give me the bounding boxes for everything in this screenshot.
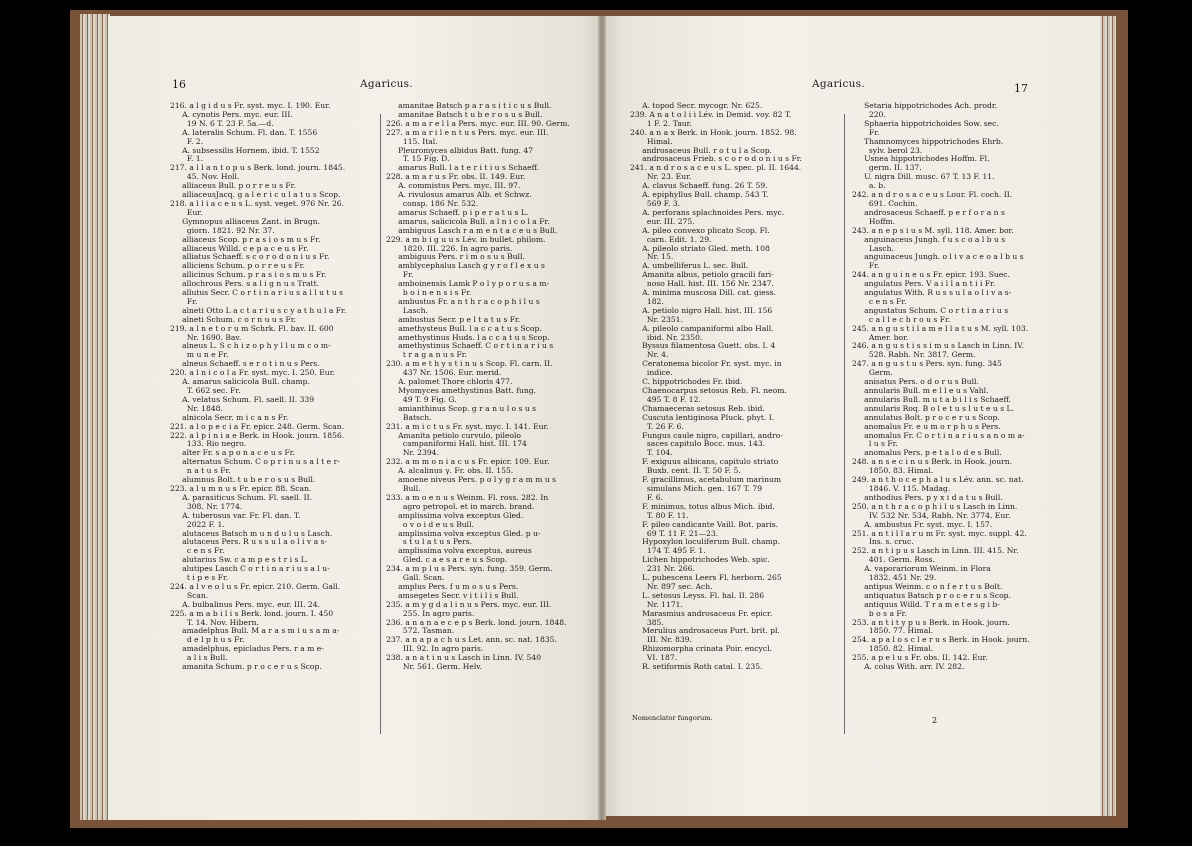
right-page-number: 17 [1014, 82, 1028, 95]
text-line: antiquatus Batsch p r o c e r u s Scop. [852, 590, 1011, 600]
text-line: androsaceus Schaeff. p e r f o r a n s [852, 207, 1005, 217]
text-line: Cuscuta lentiginosa Pluck. phyt. I. [630, 412, 775, 422]
text-line: A. bulbalinus Pers. myc. eur. III. 24. [170, 599, 320, 609]
text-line: 223. a l u m n u s Fr. epicr. 88. Scan. [170, 483, 312, 493]
text-line: C. hippotrichodes Fr. ibid. [630, 377, 743, 387]
text-line: giorn. 1821. 92 Nr. 37. [170, 225, 275, 235]
text-line: alneus L. S c h i z o p h y l l u m c o m- [170, 341, 331, 351]
text-line: 219. a l n e t o r u m Schrk. Fl. bav. II. 600 [170, 323, 334, 333]
text-line: III. 92. In agro paris. [386, 644, 484, 654]
text-line: T. 14. Nov. Hibern. [170, 617, 259, 627]
text-line: alneti Schum. c o r n u u s Fr. [170, 314, 296, 324]
left-running-head: Agaricus. [360, 78, 414, 90]
text-line: amanitae Batsch t u b e r o s u s Bull. [386, 109, 543, 119]
text-line: c e n s Fr. [852, 296, 907, 306]
text-line: 222. a l p i n i a e Berk. in Hook. journ. 1856. [170, 430, 345, 440]
text-line: 224. a l v e o l u s Fr. epicr. 210. Germ. Gall. [170, 581, 341, 591]
text-line: 49 T. 9 Fig. G. [386, 394, 457, 404]
text-line: alutipes Lasch C o r t i n a r i u s a l u- [170, 564, 330, 574]
text-line: noso Hall. hist. III. 156 Nr. 2347. [630, 279, 774, 289]
text-line: 218. a l l i a c e u s L. syst. veget. 976 Nr. 26. [170, 198, 345, 208]
text-line: amplissima volva exceptus Gled. [386, 510, 524, 520]
text-line: F. exiguus albicans, capitulo striato [630, 457, 779, 467]
text-line: Nr. 15. [630, 252, 674, 262]
text-line: 227. a m a r i l e n t u s Pers. myc. eur. III. [386, 127, 549, 137]
text-line: U. nigra Dill. musc. 67 T. 13 F. 11. [852, 172, 995, 182]
text-line: Fungus caule nigro, capillari, andro- [630, 430, 783, 440]
right-page [602, 16, 1100, 816]
text-line: angustatus Schum. C o r t i n a r i u s [852, 305, 1009, 315]
text-line: Hypoxylon loculiferum Bull. champ. [630, 537, 781, 547]
text-line: antipus Weinm. c o n f e r t u s Bolt. [852, 581, 1003, 591]
text-line: Byssus filamentosa Guett. obs. I. 4 [630, 341, 776, 351]
text-line: Setaria hippotrichodes Ach. prodr. [852, 101, 998, 110]
text-line: A. pileolo striato Gled. meth. 108 [630, 243, 770, 253]
text-line: alutaceus Batsch m u n d u l u s Lasch. [170, 528, 333, 538]
text-line: alter Fr. s a p o n a c e u s Fr. [170, 448, 295, 458]
text-line: Ins. s. cruc. [852, 537, 914, 547]
text-line: amanita Schum. p r o c e r u s Scop. [170, 662, 322, 672]
text-line: anisatus Pers. o d o r u s Bull. [852, 377, 979, 387]
text-line: A. pileo convexo plicato Scop. Fl. [630, 225, 770, 235]
text-line: allicinus Schum. p r a s i o s m u s Fr. [170, 270, 327, 280]
text-line: 255. In agro paris. [386, 608, 475, 618]
text-line: a l i s Bull. [170, 653, 228, 663]
text-line: m u n e Fr. [170, 350, 229, 360]
text-line: Thamnomyces hippotrichodes Ehrb. [852, 136, 1004, 146]
text-line: Fr. [852, 261, 880, 271]
text-line: A. amarus salicicola Bull. champ. [170, 377, 310, 387]
text-line: 254. a p a l o s c l e r u s Berk. in Hook. journ. [852, 635, 1030, 645]
text-line: Germ. [852, 368, 893, 378]
text-line: 45. Nov. Holl. [170, 172, 240, 182]
text-line: amianthinus Scop. g r a n u l o s u s [386, 403, 537, 413]
text-line: 1832. 451 Nr. 29. [852, 573, 937, 583]
text-line: alnicola Secr. m i c a n s Fr. [170, 412, 289, 422]
text-line: sylv. berol 23. [852, 145, 923, 155]
page-edges-right [1100, 16, 1116, 816]
signature-mark: 2 [932, 716, 938, 725]
text-line: germ. II. 137. [852, 163, 922, 173]
text-line: Nr. 897 sec. Ach. [630, 581, 713, 591]
text-line: T. 26 F. 6. [630, 421, 684, 431]
text-line: saces capitulo Bocc. mus. 143. [630, 439, 766, 449]
text-line: 1 F. 2. Taur. [630, 118, 692, 128]
text-line: Scan. [170, 590, 209, 600]
text-line: Merulius androsaceus Purt. brit. pl. [630, 626, 780, 636]
text-line: amarus Bull. l a t e r i t i u s Schaeff. [386, 163, 540, 173]
text-line: anomalus Fr. C o r t i n a r i u s a n o m a- [852, 430, 1025, 440]
text-line: 239. A n a t o l i i Lév. in Demid. voy. 82 T. [630, 109, 792, 119]
text-line: 401. Germ. Ross. [852, 555, 935, 565]
text-line: Amer. bor. [852, 332, 909, 342]
text-line: Gymnopus alliaceus Zant. in Brugn. [170, 216, 321, 226]
text-line: allutus Secr. C o r t i n a r i u s a l l u t u s [170, 288, 344, 298]
text-line: Batsch. [386, 412, 432, 422]
text-line: 243. a n e p s i u s M. syll. 118. Amer. bor. [852, 225, 1014, 235]
text-line: 249. a n t h o c e p h a l u s Lév. ann. sc. nat. [852, 475, 1024, 485]
text-line: A. epiphyllus Bull. champ. 543 T. [630, 190, 769, 200]
text-line: 174 T. 495 F. 1. [630, 546, 706, 556]
text-line: Gled. c a e s a r e u s Scop. [386, 555, 508, 565]
left-page-number: 16 [172, 78, 186, 91]
text-line: amsegetes Secr. v i t i l i s Bull. [386, 590, 519, 600]
text-line: 226. a m a r e l l a Pers. myc. eur. III. 90. Germ. [386, 118, 570, 128]
text-line: consp. 186 Nr. 532. [386, 198, 479, 208]
text-line: 308. Nr. 1774. [170, 501, 243, 511]
text-line: Lasch. [852, 243, 894, 253]
text-line: Amanita albus, petiolo gracili fari- [630, 270, 774, 280]
text-line: amarus, salicicola Bull. a l n i c o l a Fr. [386, 216, 550, 226]
text-line: alneus Schaeff. s e r o t i n u s Pers. [170, 359, 320, 369]
text-line: 242. a n d r o s a c e u s Lour. Fl. coch. II. [852, 190, 1013, 200]
text-line: Chaenocarpus setosus Reb. Fl. neom. [630, 386, 787, 395]
text-line: 228. a m a r u s Fr. obs. II. 149. Eur. [386, 172, 526, 182]
right-running-head: Agaricus. [812, 78, 866, 90]
text-line: alliciens Schum. p o r r e u s Fr. [170, 261, 305, 271]
text-line: 233. a m o e n u s Weinm. Fl. ross. 282. In [386, 492, 549, 502]
text-line: 251. a n t i l l a r u m Fr. syst. myc. suppl. 42. [852, 528, 1027, 538]
text-line: III. Nr. 839. [630, 635, 692, 645]
text-line: Nr. 561. Germ. Helv. [386, 662, 483, 672]
text-line: 220. a l n i c o l a Fr. syst. myc. I. 250. Eur. [170, 368, 335, 378]
text-line: Lasch. [386, 305, 428, 315]
text-line: A. palomet Thore chloris 477. [386, 377, 513, 387]
text-line: allochrous Pers. s a l i g n u s Tratt. [170, 279, 320, 289]
text-line: Nr. 1171. [630, 599, 683, 609]
text-line: alutaceus Pers. R u s s u l a o l i v a s- [170, 537, 327, 547]
text-line: T. 80 F. 11. [630, 510, 689, 520]
text-line: d e l p h u s Fr. [170, 635, 245, 645]
text-line: Myomyces amethystinus Batt. fung. [386, 386, 537, 395]
text-line: amboinensis Lamk P o l y p o r u s a m- [386, 279, 550, 289]
text-line: 250. a n t h r a c o p h i l u s Lasch in Linn. [852, 501, 1018, 511]
text-line: Nr. 1848. [170, 403, 223, 413]
text-line: Nr. 4. [630, 350, 669, 360]
text-line: 569 F. 3. [630, 198, 680, 208]
text-line: A. tuberosus var. Fr. Fl. dan. T. [170, 510, 301, 520]
text-line: alliaceus Willd. c e p a c e u s Fr. [170, 243, 309, 253]
page-edges-left [80, 14, 110, 820]
text-line: amethysteus Bull. l a c c a t u s Scop. [386, 323, 542, 333]
text-line: 133. Rio negro. [170, 439, 247, 449]
text-line: 236. a n a n a e c e p s Berk. lond. journ. 1848. [386, 617, 567, 627]
text-line: A. topod Secr. mycogr. Nr. 625. [630, 101, 763, 110]
text-line: 241. a n d r o s a c e u s L. spec. pl. II. 1644. [630, 163, 802, 173]
text-line: 231. a m i c t u s Fr. syst. myc. I. 141. Eur. [386, 421, 549, 431]
text-line: A. colus With. arr. IV. 282. [852, 662, 965, 672]
text-line: amethystinus Schaeff. C o r t i n a r i u s [386, 341, 554, 351]
text-line: F. minimus, totus albus Mich. ibid. [630, 501, 775, 511]
text-line: 235. a m y g d a l i n u s Pers. myc. eur. III. [386, 599, 552, 609]
text-line: t i p e s Fr. [170, 573, 229, 583]
text-line: angulatus Pers. V a i l l a n t i i Fr. [852, 279, 996, 289]
text-line: n a t u s Fr. [170, 466, 231, 476]
text-line: 528. Rabh. Nr. 3817. Germ. [852, 350, 976, 360]
text-line: A. commistus Pers. myc. III. 97. [386, 181, 521, 191]
text-line: 495 T. 8 F. 12. [630, 394, 701, 404]
text-line: 220. [852, 109, 886, 119]
text-line: t r a g a n u s Fr. [386, 350, 467, 360]
text-line: l u s Fr. [852, 439, 898, 449]
text-line: ambiguus Pers. r i m o s u s Bull. [386, 252, 525, 262]
text-line: alliaceusJacq. g a l e r i c u l a t u s Scop. [170, 190, 341, 200]
text-line: 182. [630, 296, 664, 306]
text-line: annularis Bull. m e l l e u s Vahl. [852, 386, 989, 395]
text-line: carn. Edit. 1. 29. [630, 234, 712, 244]
text-line: A. subsessilis Hornem. ibid. T. 1552 [170, 145, 320, 155]
text-line: 2022 F. 1. [170, 519, 225, 529]
text-line: amblycephalus Lasch g y r o f l e x u s [386, 261, 545, 271]
text-line: amadelphus, epicladus Pers. r a m e- [170, 644, 324, 654]
text-line: amplissima volva exceptus Gled. p u- [386, 528, 541, 538]
text-line: alneti Otto L a c t a r i u s c y a t h u l a Fr. [170, 305, 347, 315]
text-line: amadelphus Bull. M a r a s m i u s a m a- [170, 626, 340, 636]
text-line: 1846. V. 115. Madag. [852, 483, 951, 493]
text-line: ambiguus Lasch r a m e n t a c e u s Bull. [386, 225, 558, 235]
text-line: A. velatus Schum. Fl. saell. II. 339 [170, 394, 315, 404]
text-line: alutarius Sw. c a m p e s t r i s L. [170, 555, 309, 565]
text-line: A. cynotis Pers. myc. eur. III. [170, 109, 293, 119]
text-line: anthodius Pers. p y x i d a t u s Bull. [852, 492, 1003, 502]
text-line: annularis Bull. m u t a b i l i s Schaeff. [852, 394, 1012, 404]
text-line: androsaceus Bull. r o t u l a Scop. [630, 145, 772, 155]
text-line: L. setosus Leyss. Fl. hal. II. 286 [630, 590, 765, 600]
text-line: ibid. Nr. 2350. [630, 332, 703, 342]
text-line: 231 Nr. 266. [630, 564, 695, 574]
text-line: L. pubescens Leers Fl. herborn. 265 [630, 573, 782, 583]
text-line: A. petiolo nigro Hall. hist. III. 156 [630, 305, 773, 315]
text-line: o v o i d e u s Bull. [386, 519, 474, 529]
text-line: Ceratonema bicolor Fr. syst. myc. in [630, 359, 782, 369]
text-line: A. ambustus Fr. syst. myc. I. 157. [852, 519, 993, 529]
text-line: Lichen hippotrichodes Web. spic. [630, 555, 770, 565]
text-line: A. lateralis Schum. Fl. dan. T. 1556 [170, 127, 318, 137]
text-line: R. setiformis Roth catal. I. 235. [630, 662, 763, 672]
text-line: alliaceus Scop. p r a s i o s m u s Fr. [170, 234, 321, 244]
text-line: amplissima volva exceptus, aureus [386, 546, 532, 556]
text-line: annularis Roq. B o l e t u s l u t e u s L. [852, 403, 1014, 413]
text-line: 216. a l g i d u s Fr. syst. myc. I. 190. Eur. [170, 101, 331, 110]
text-line: 248. a n s e c i n u s Berk. in Hook. journ. [852, 457, 1013, 467]
column-divider [380, 114, 381, 734]
text-line: IV. 532 Nr. 534, Rabh. Nr. 3774. Eur. [852, 510, 1011, 520]
text-line: Chamaeceras setosus Reb. ibid. [630, 403, 765, 413]
text-line: anomalus Pers. p e t a l o d e s Bull. [852, 448, 1002, 458]
text-line: 244. a n g u i n e u s Fr. epicr. 193. Suec. [852, 270, 1010, 280]
text-line: Gall. Scan. [386, 573, 445, 583]
text-line: s t u l a t u s Pers. [386, 537, 473, 547]
text-line: b o i n e n s i s Fr. [386, 288, 472, 298]
text-line: T. 15 Fig. D. [386, 154, 450, 164]
text-line: indice. [630, 368, 673, 378]
text-line: A. rivulosus amarus Alb. et Schwz. [386, 190, 532, 200]
text-line: amoene niveus Pers. p o l y g r a m m u s [386, 475, 557, 485]
text-line: eur. III. 275. [630, 216, 695, 226]
text-line: alliaceus Bull. p o r r e u s Fr. [170, 181, 296, 191]
text-line: T. 104. [630, 448, 673, 458]
text-line: A. minima muscosa Dill. cat. giess. [630, 288, 776, 298]
text-line: alliatus Schaeff. s c o r o d o n i u s Fr. [170, 252, 330, 262]
text-line: ambustus Secr. p e l t a t u s Fr. [386, 314, 521, 324]
text-line: anguinaceus Jungh. o l i v a c e o a l b u s [852, 252, 1024, 262]
left-column-2 [386, 102, 570, 672]
text-line: Amanita petiolo curvulo, pileolo [386, 430, 521, 440]
text-line: Fr. [386, 270, 414, 280]
text-line: Nr. 1690. Bav. [170, 332, 242, 342]
text-line: annulatus Bolt. p r o c e r u s Scop. [852, 412, 1000, 422]
text-line: Sphaeria hippotrichoides Sow. sec. [852, 118, 999, 128]
text-line: 1850. 77. Himal. [852, 626, 934, 636]
text-line: angulatus With. R u s s u l a o l i v a s- [852, 288, 1012, 298]
text-line: Marasmius androsaceus Fr. epicr. [630, 608, 773, 618]
text-line: 238. a n a t i n u s Lasch in Linn. IV. 540 [386, 653, 542, 663]
text-line: 19 N. 6 T. 23 F. 5a.—d. [170, 118, 274, 128]
footer-text: Nomenclator fungorum. [632, 714, 713, 722]
text-line: Himal. [630, 136, 673, 146]
text-line: b o s a Fr. [852, 608, 907, 618]
text-line: 385. [630, 617, 664, 627]
text-line: T. 662 sec. Fr. [170, 386, 241, 395]
text-line: 252. a n t i p u s Lasch in Linn. III. 415. Nr. [852, 546, 1019, 556]
text-line: A. clavus Schaeff. fung. 26 T. 59. [630, 181, 768, 191]
text-line: Nr. 23. Eur. [630, 172, 692, 182]
text-line: F. pileo candicante Vaill. Bot. paris. [630, 519, 778, 529]
text-line: 237. a n a p a c h u s Let. ann. sc. nat. 1835. [386, 635, 557, 645]
text-line: Eur. [170, 207, 203, 217]
right-column-2 [852, 102, 1030, 672]
text-line: 221. a l o p e c i a Fr. epicr. 248. Germ. Scan. [170, 421, 345, 431]
text-line: 572. Tasman. [386, 626, 455, 636]
text-line: 245. a n g u s t i l a m e l l a t u s M. syll. 103. [852, 323, 1029, 333]
text-line: anomalus Fr. e u m o r p h u s Pers. [852, 421, 1001, 431]
text-line: 225. a m a b i l i s Berk. lond. journ. I. 450 [170, 608, 334, 618]
text-line: amanitae Batsch p a r a s i t i c u s Bull. [386, 101, 552, 110]
text-line: anguinaceus Jungh. f u s c o a l b u s [852, 234, 1006, 244]
text-line: antiquus Willd. T r a m e t e s g i b- [852, 599, 1000, 609]
text-line: amplus Pers. f u m o s u s Pers. [386, 581, 519, 591]
text-line: 115. Ital. [386, 136, 438, 146]
text-line: F. 1. [170, 154, 204, 164]
text-line: 247. a n g u s t u s Pers. syn. fung. 345 [852, 359, 1002, 369]
text-line: alumnus Bolt. t u b e r o s u s Bull. [170, 475, 316, 485]
text-line: Usnea hippotrichodes Hoffm. Fl. [852, 154, 990, 164]
text-line: 246. a n g u s t i s s i m u s Lasch in Linn. IV. [852, 341, 1024, 351]
text-line: agro petropol. et in march. brand. [386, 501, 535, 511]
text-line: c e n s Fr. [170, 546, 225, 556]
text-line: A. pileolo campaniformi albo Hall. [630, 323, 774, 333]
text-line: 437 Nr. 1506. Eur. merid. [386, 368, 502, 378]
left-column-1 [170, 102, 346, 672]
text-line: 69 T. 11 F. 21—23. [630, 528, 719, 538]
gutter [598, 16, 606, 820]
text-line: Hoffm. [852, 216, 896, 226]
text-line: Bull. [386, 483, 421, 493]
text-line: Fr. [852, 127, 880, 137]
text-line: A. umbelliferus L. sec. Bull. [630, 261, 749, 271]
left-page [108, 16, 602, 820]
text-line: alternatus Schum. C o p r i n u s a l t e r- [170, 457, 340, 467]
text-line: Buxb. cent. II. T. 50 F. 5. [630, 466, 741, 476]
text-line: A. perforans splachnoides Pers. myc. [630, 207, 785, 217]
text-line: F. 6. [630, 492, 664, 502]
text-line: c a l l e c h r o u s Fr. [852, 314, 951, 324]
text-line: 253. a n t i t y p u s Berk. in Hook. journ. [852, 617, 1010, 627]
text-line: 1850. 83. Himal. [852, 466, 934, 476]
text-line: simulans Mich. gen. 167 T. 79 [630, 483, 763, 493]
text-line: Nr. 2351. [630, 314, 683, 324]
text-line: A. vaporariorum Weinm. in Flora [852, 564, 991, 574]
text-line: 255. a p e l u s Fr. obs. II. 142. Eur. [852, 653, 988, 663]
text-line: Pleuromyces albidus Batt. fung. 47 [386, 145, 534, 155]
text-line: A. parasiticus Schum. Fl. saell. II. [170, 492, 312, 502]
text-line: VI. 187. [630, 653, 678, 663]
text-line: F. gracillimus, acetabulum marinum [630, 475, 782, 485]
text-line: A. alcalinus γ. Fr. obs. II. 155. [386, 466, 514, 476]
text-line: Fr. [170, 296, 198, 306]
text-line: a. b. [852, 181, 886, 191]
text-line: Nr. 2394. [386, 448, 439, 458]
text-line: Rhizomorpha crinata Poir. encycl. [630, 644, 772, 654]
text-line: 230. a m e t h y s t i n u s Scop. Fl. carn. II. [386, 359, 553, 369]
text-line: 691. Cochin. [852, 198, 918, 208]
text-line: 240. a n a x Berk. in Hook. journ. 1852. 98. [630, 127, 797, 137]
column-divider [844, 114, 845, 734]
text-line: 1850. 82. Himal. [852, 644, 934, 654]
text-line: ambustus Fr. a n t h r a c o p h i l u s [386, 296, 540, 306]
text-line: campaniformi Hall. hist. III. 174 [386, 439, 527, 449]
text-line: 234. a m p l u s Pers. syn. fung. 359. Germ. [386, 564, 553, 574]
right-column-1 [630, 102, 802, 672]
text-line: androsaceus Frieb. s c o r o d o n i u s Fr. [630, 154, 802, 164]
text-line: 217. a l l a n t o p u s Berk. lond. journ. 1845. [170, 163, 346, 173]
text-line: 1820. III. 226. In agro paris. [386, 243, 513, 253]
text-line: amethystinus Huds. l a c c a t u s Scop. [386, 332, 550, 342]
text-line: F. 2. [170, 136, 204, 146]
text-line: 229. a m b i g u u s Lév. in bullet. philom. [386, 234, 546, 244]
text-line: 232. a m m o n i a c u s Fr. epicr. 109. Eur. [386, 457, 550, 467]
text-line: amarus Schaeff. p i p e r a t u s L. [386, 207, 529, 217]
